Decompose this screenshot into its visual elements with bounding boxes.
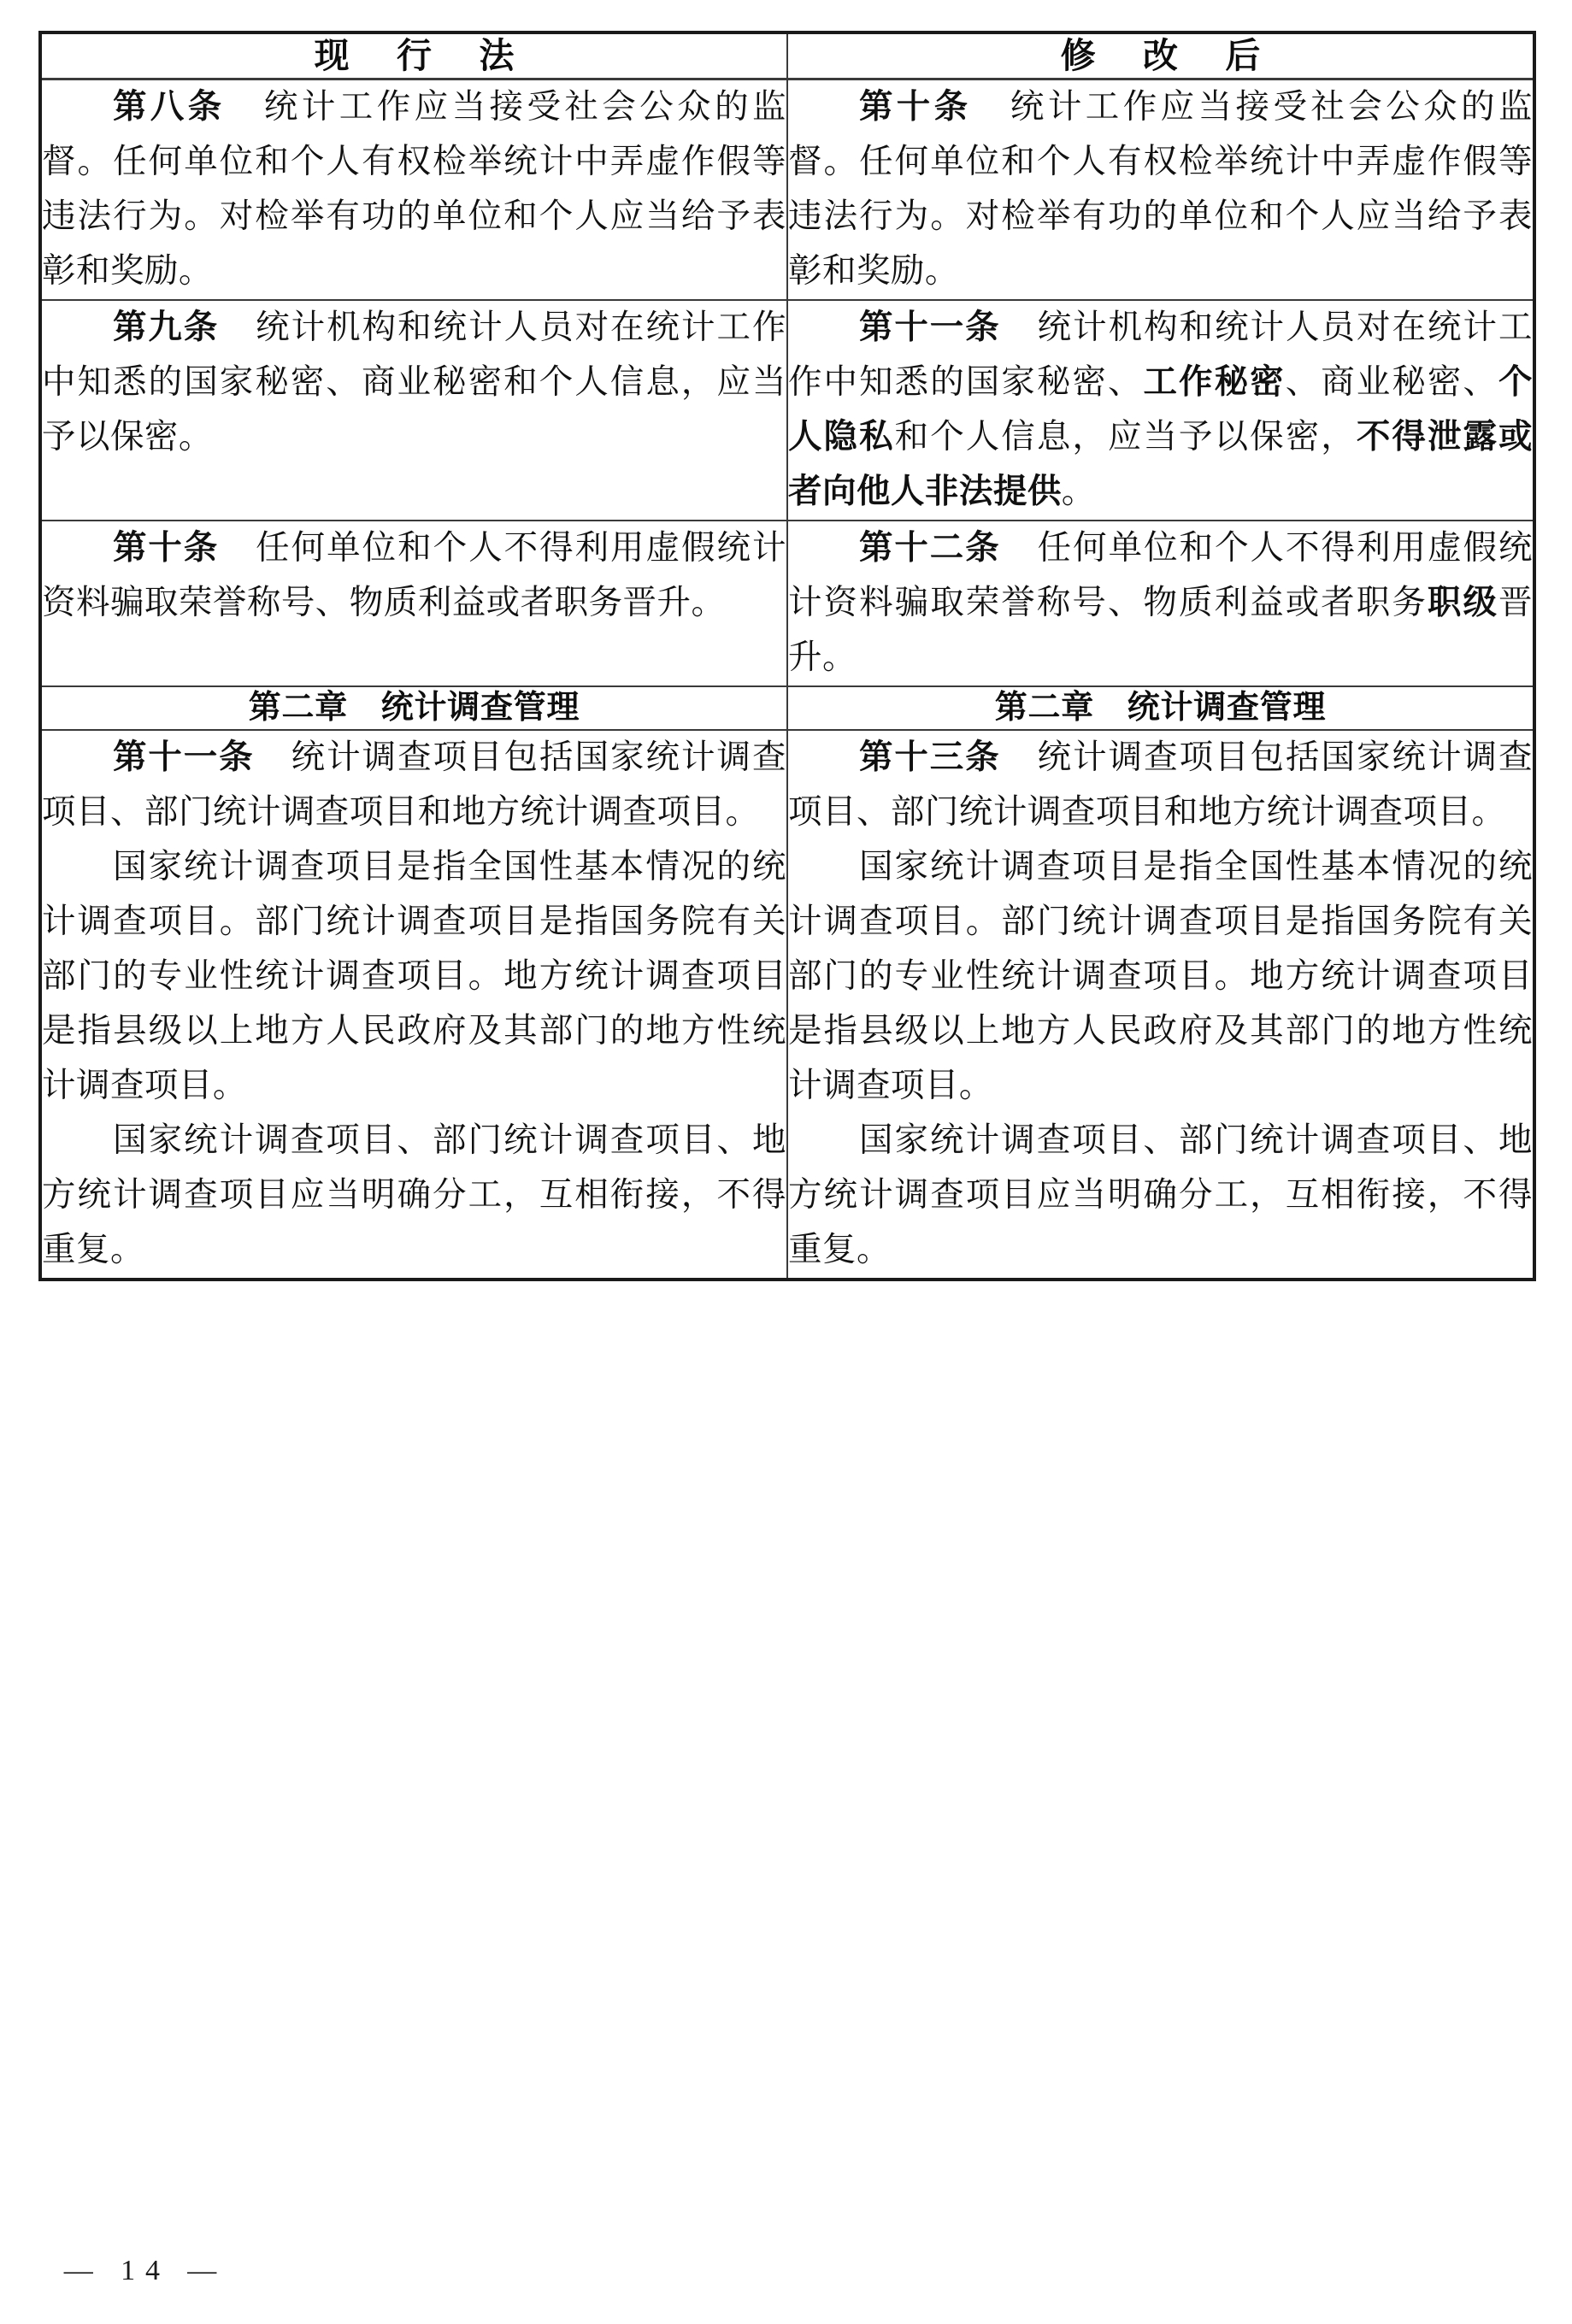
article-paragraph [788,521,1533,685]
article-paragraph [788,731,1533,840]
article-text: 任何单位和个人不得利用虚假统计资料骗取荣誉称号、物质利益或者职务 [788,529,1533,622]
article-cell-right [787,730,1534,1280]
article-text: 任何单位和个人不得利用虚假统计资料骗取荣誉称号、物质利益或者职务晋升。 [42,529,786,622]
amended-text-emphasis: 职级 [1427,584,1499,622]
table-body [40,79,1534,1280]
article-paragraph [788,840,1533,1114]
chapter-heading-left: 第二章 统计调查管理 [40,686,787,730]
article-paragraph [42,80,786,299]
column-header-amended-law: 修 改 后 [787,32,1534,79]
article-text: 国家统计调查项目、部门统计调查项目、地方统计调查项目应当明确分工，互相衔接，不得重复。 [788,1121,1533,1269]
column-header-current-law: 现 行 法 [40,32,787,79]
table-row [40,79,1534,300]
article-paragraph [42,731,786,840]
article-number: 第八条 [112,88,226,126]
chapter-heading-right: 第二章 统计调查管理 [787,686,1534,730]
article-cell-left [40,521,787,686]
article-cell-right [787,79,1534,300]
table-row [40,521,1534,686]
table-row [40,300,1534,521]
article-text: 统计调查项目包括国家统计调查项目、部门统计调查项目和地方统计调查项目。 [788,738,1533,832]
article-text: 、商业秘密、 [1285,363,1498,402]
article-paragraph [788,80,1533,299]
article-number: 第十一条 [858,309,1001,347]
article-cell-right [787,300,1534,521]
article-cell-right [787,521,1534,686]
article-number: 第九条 [112,309,220,347]
article-text: 统计机构和统计人员对在统计工作中知悉的国家秘密、 [788,309,1533,402]
table-row [40,730,1534,1280]
law-comparison-table [38,31,1536,1281]
article-cell-left [40,730,787,1280]
article-paragraph [788,1114,1533,1278]
article-text: 和个人信息，应当予以保密， [894,418,1357,456]
article-text: 统计工作应当接受社会公众的监督。任何单位和个人有权检举统计中弄虚作假等违法行为。对检举有功的单位和个人应当给予表彰和奖励。 [42,88,786,291]
article-number: 第十条 [112,529,220,568]
table-header-row [40,32,1534,79]
article-paragraph [788,301,1533,520]
article-cell-left [40,79,787,300]
article-text: 。 [1061,473,1096,511]
article-paragraph [42,840,786,1114]
article-text: 晋升。 [788,584,1533,677]
article-number: 第十一条 [112,738,255,777]
article-text: 统计机构和统计人员对在统计工作中知悉的国家秘密、商业秘密和个人信息，应当予以保密。 [42,309,786,456]
amended-text-emphasis: 工作秘密 [1143,363,1286,402]
amended-text-emphasis: 不得泄露或者向他人非法提供 [788,418,1533,511]
article-text: 国家统计调查项目是指全国性基本情况的统计调查项目。部门统计调查项目是指国务院有关部门的专业性统计调查项目。地方统计调查项目是指县级以上地方人民政府及其部门的地方性统计调查项目。 [788,848,1533,1105]
article-paragraph [42,521,786,631]
chapter-row [40,686,1534,730]
article-number: 第十三条 [858,738,1001,777]
article-text: 国家统计调查项目、部门统计调查项目、地方统计调查项目应当明确分工，互相衔接，不得重复。 [42,1121,786,1269]
article-text: 统计工作应当接受社会公众的监督。任何单位和个人有权检举统计中弄虚作假等违法行为。对检举有功的单位和个人应当给予表彰和奖励。 [788,88,1533,291]
amended-text-emphasis: 个人隐私 [788,363,1533,456]
article-paragraph [42,1114,786,1278]
article-number: 第十条 [858,88,972,126]
article-number: 第十二条 [858,529,1001,568]
article-paragraph [42,301,786,465]
article-text: 统计调查项目包括国家统计调查项目、部门统计调查项目和地方统计调查项目。 [42,738,786,832]
page-number: — 14 — [63,2255,227,2286]
article-text: 国家统计调查项目是指全国性基本情况的统计调查项目。部门统计调查项目是指国务院有关部门的专业性统计调查项目。地方统计调查项目是指县级以上地方人民政府及其部门的地方性统计调查项目。 [42,848,786,1105]
article-cell-left [40,300,787,521]
